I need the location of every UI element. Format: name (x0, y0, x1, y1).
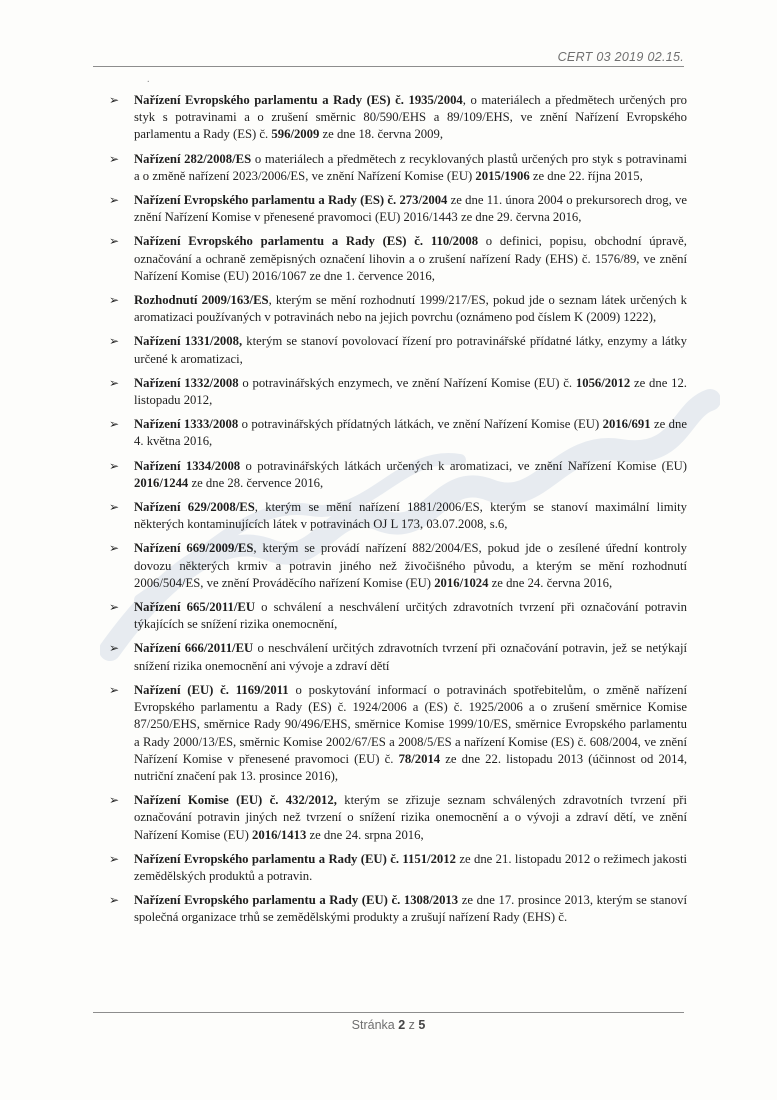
regulation-text: o potravinářských enzymech, ve znění Nařízení Komise (EU) č. (238, 375, 576, 390)
regulation-text: ze dne 17. prosince 2013, kterým se stanoví společná organizace trhů se zemědělskými produkty a zrušují nařízení Rady (EHS) č. (134, 893, 687, 925)
regulation-reference: 2016/1024 (434, 575, 489, 590)
regulation-text: , kterým se mění nařízení 1881/2006/ES, kterým se stanoví maximální limity některých kontaminujících látek v potravinách OJ L 173, 03.07.2008, s.6, (134, 500, 687, 532)
regulation-text: o neschválení určitých zdravotních tvrzení při označování potravin, jež se netýkají snížení rizika onemocnění ani vývoje a zdraví dětí (134, 641, 687, 673)
arrow-bullet-icon: ➢ (109, 293, 120, 308)
regulation-text: ze dne 11. února 2004 o prekursorech drog, ve znění Nařízení Komise v přenesené pravomoci (EU) 2016/1443 ze dne 29. června 2016, (134, 193, 687, 225)
arrow-bullet-icon: ➢ (109, 541, 120, 556)
regulation-reference: 2016/1413 (252, 827, 307, 842)
regulation-reference: 2016/691 (602, 417, 651, 432)
arrow-bullet-icon: ➢ (109, 93, 120, 107)
regulation-reference: 1056/2012 (575, 375, 631, 390)
arrow-bullet-icon: ➢ (109, 334, 120, 349)
regulation-list-item (105, 540, 687, 592)
regulation-reference: 2016/1244 (134, 475, 189, 490)
regulation-reference: Nařízení (EU) č. 1169/2011 (134, 682, 289, 697)
regulation-reference: 78/2014 (398, 751, 441, 766)
regulation-list-item (105, 892, 687, 926)
regulation-text: ze dne 24. srpna 2016, (306, 827, 424, 842)
regulation-list-item (105, 292, 687, 326)
regulation-text: ze dne 22. října 2015, (529, 168, 643, 183)
header-divider (93, 66, 684, 67)
regulation-text: , kterým se provádí nařízení 882/2004/ES, pokud jde o zesílené úřední kontroly dovozu některých krmiv a potravin jiného než živočišného původu, a kterým se mění rozhodnutí 2006/504/ES, ve znění Prováděcího nařízení Komise (EU) (134, 541, 687, 590)
regulation-text: kterým se stanoví povolovací řízení pro potravinářské přídatné látky, enzymy a látky určené k aromatizaci, (134, 334, 687, 366)
regulation-text: o potravinářských látkách určených k aromatizaci, ve znění Nařízení Komise (EU) (240, 458, 687, 473)
arrow-bullet-icon: ➢ (109, 193, 120, 208)
regulation-list-item (105, 151, 687, 185)
regulation-list-item (105, 851, 687, 885)
regulation-list-item (105, 416, 687, 450)
regulation-reference: Nařízení 629/2008/ES (134, 500, 255, 515)
regulation-list-item (105, 233, 687, 285)
regulation-list-item (105, 192, 687, 226)
regulation-text: ze dne 12. listopadu 2012, (134, 375, 687, 408)
regulation-reference: Nařízení 669/2009/ES (134, 541, 254, 556)
regulation-reference: 2015/1906 (475, 168, 530, 183)
current-page-number: 2 (398, 1018, 406, 1032)
regulation-reference: Nařízení Komise (EU) č. 432/2012, (134, 793, 337, 808)
regulation-reference: Nařízení Evropského parlamentu a Rady (EU) č. 1151/2012 (134, 851, 456, 866)
regulation-list-item (105, 92, 687, 144)
regulation-reference: Nařízení 1332/2008 (134, 375, 239, 390)
regulation-list (105, 92, 687, 934)
regulation-reference: Nařízení Evropského parlamentu a Rady (EU) č. 1308/2013 (134, 893, 459, 908)
regulation-list-item (105, 499, 687, 533)
regulation-text: ze dne 24. června 2016, (488, 575, 613, 590)
arrow-bullet-icon: ➢ (109, 641, 120, 656)
regulation-list-item (105, 640, 687, 674)
regulation-text: ze dne 21. listopadu 2012 o režimech jakosti zemědělských produktů a potravin. (134, 851, 688, 883)
regulation-text: o potravinářských přídatných látkách, ve znění Nařízení Komise (EU) (238, 417, 603, 432)
regulation-reference: Nařízení 1331/2008, (134, 334, 243, 349)
page-separator: z (405, 1018, 419, 1032)
regulation-reference: Nařízení 282/2008/ES (134, 151, 252, 166)
regulation-text: o schválení a neschválení určitých zdravotních tvrzení při označování potravin týkajících se snížení rizika onemocnění, (134, 600, 687, 632)
regulation-list-item (105, 599, 687, 633)
regulation-reference: Nařízení 665/2011/EU (134, 600, 256, 615)
regulation-text: ze dne 22. listopadu 2013 (účinnost od 2014, nutriční značení pak 13. prosince 2016), (134, 751, 687, 783)
regulation-reference: Nařízení Evropského parlamentu a Rady (ES) č. 273/2004 (134, 193, 448, 208)
regulation-list-item (105, 333, 687, 367)
arrow-bullet-icon: ➢ (109, 234, 120, 249)
regulation-reference: Nařízení 1334/2008 (134, 458, 241, 473)
page-footer (0, 1018, 777, 1032)
arrow-bullet-icon: ➢ (109, 458, 120, 473)
footer-divider (93, 1012, 684, 1013)
arrow-bullet-icon: ➢ (109, 151, 120, 166)
page-label: Stránka (351, 1018, 399, 1032)
regulation-text: kterým se zřizuje seznam schválených zdravotních tvrzení při označování potravin jiných než tvrzení o snížení rizika onemocnění a o vývoji a zdraví dětí, ve znění Nařízení Komise (EU) (134, 793, 687, 842)
arrow-bullet-icon: ➢ (109, 893, 120, 908)
regulation-text: o definici, popisu, obchodní úpravě, označování a ochraně zeměpisných označení lihovin a o zrušení nařízení Rady (EHS) č. 1576/89, ve znění Nařízení Komise (EU) 2016/1067 ze dne 1. července 2016, (134, 234, 687, 283)
regulation-text: o poskytování informací o potravinách spotřebitelům, o změně nařízení Evropského parlamentu a Rady (ES) č. 1924/2006 a (ES) č. 1925/2006 a o zrušení směrnice Komise 87/250/EHS, směrnice Rady 90/496/EHS, směrnice Komise 1999/10/ES, směrnice Evropského parlamentu a Rady 2000/13/ES, směrnic Komise 2002/67/ES a 2008/5/ES a nařízení Komise (ES) č. 608/2004, ve znění Nařízení Komise v přenesené pravomoci (EU) č. (134, 682, 687, 766)
regulation-text: , kterým se mění rozhodnutí 1999/217/ES, pokud jde o seznam látek určených k aromatizaci používaných v potravinách nebo na jejich povrchu (oznámeno pod číslem K (2009) 1222), (134, 293, 687, 325)
regulation-list-item (105, 682, 687, 785)
arrow-bullet-icon: ➢ (109, 375, 120, 390)
arrow-bullet-icon: ➢ (109, 851, 120, 866)
regulation-text: ze dne 18. června 2009, (319, 127, 443, 142)
regulation-reference: 596/2009 (271, 127, 320, 142)
regulation-text: ze dne 28. července 2016, (188, 475, 324, 490)
arrow-bullet-icon: ➢ (109, 682, 120, 697)
total-page-count: 5 (418, 1018, 426, 1032)
regulation-reference: Nařízení 666/2011/EU (134, 641, 254, 656)
stray-mark: . (147, 74, 150, 85)
arrow-bullet-icon: ➢ (109, 417, 120, 432)
regulation-list-item (105, 375, 687, 409)
regulation-list-item (105, 458, 687, 492)
regulation-text: , o materiálech a předmětech určených pro styk s potravinami a o zrušení směrnic 80/590/EHS a 89/109/EHS, ve znění Nařízení Evropského parlamentu a Rady (ES) č. (134, 93, 687, 142)
regulation-reference: Nařízení 1333/2008 (134, 417, 239, 432)
regulation-list-item (105, 792, 687, 844)
document-reference-header: CERT 03 2019 02.15. (557, 50, 684, 64)
regulation-reference: Nařízení Evropského parlamentu a Rady (ES) č. 110/2008 (134, 234, 479, 249)
regulation-text: o materiálech a předmětech z recyklovaných plastů určených pro styk s potravinami a o změně nařízení 2023/2006/ES, ve znění Nařízení Komise (EU) (134, 151, 687, 183)
arrow-bullet-icon: ➢ (109, 600, 120, 615)
regulation-reference: Rozhodnutí 2009/163/ES (134, 293, 269, 308)
regulation-text: ze dne 4. května 2016, (134, 417, 687, 449)
arrow-bullet-icon: ➢ (109, 500, 120, 515)
arrow-bullet-icon: ➢ (109, 793, 120, 808)
regulation-reference: Nařízení Evropského parlamentu a Rady (ES) č. 1935/2004 (134, 93, 463, 107)
